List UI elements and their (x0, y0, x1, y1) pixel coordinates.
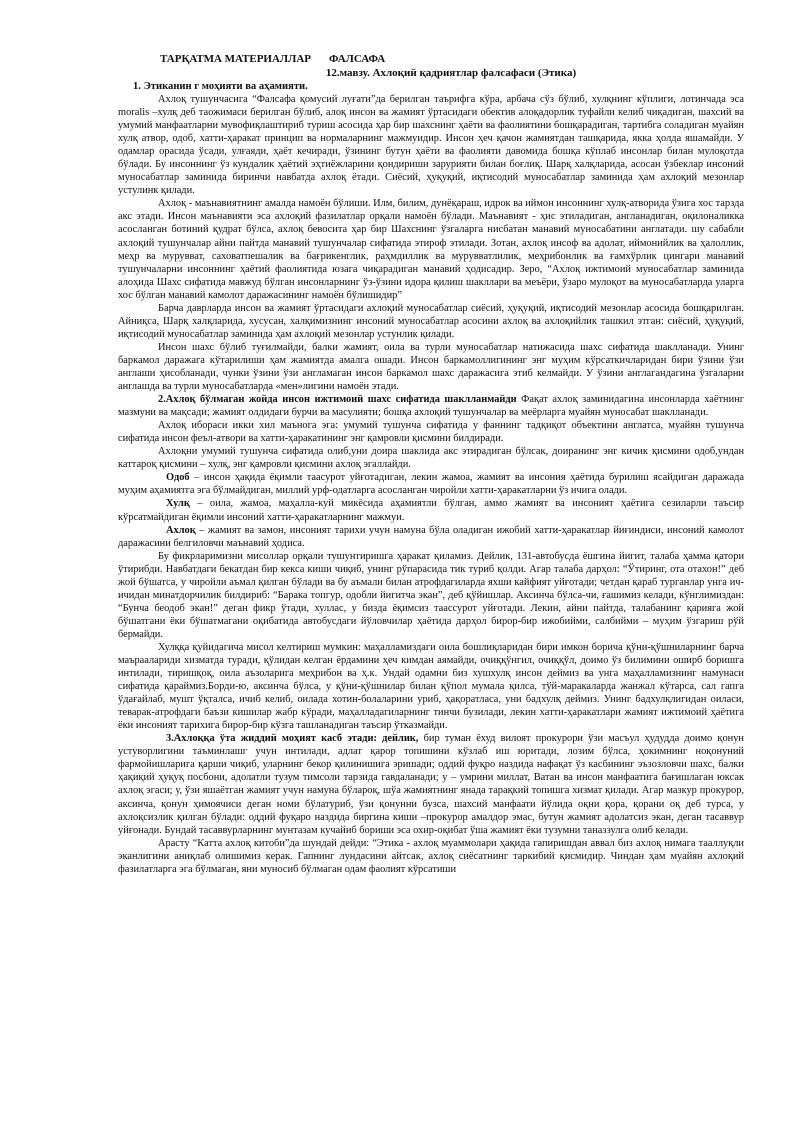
paragraph: Арасту “Катта ахлоқ китоби”да шундай дейди: “Этика - ахлоқ муаммолари ҳақида гапиришдан аввал биз ахлоқ нимага тааллуқли эканлигини аниқлаб олишимиз керак. Гапнинг лундасини айтсак, ахлоқ сиёсатнинг таркибий қисмидир. Чиндан ҳам муайян ахлоқий фазилатларга эга бўлмаган, яни муносиб бўлмаган одам фаолият кўрсатиши (118, 837, 744, 875)
section-heading-2: 2.Ахлоқ бўлмаган жойда инсон ижтимоий шахс сифатида шаклланмайди (158, 394, 517, 406)
subject-label: ФАЛСАФА (328, 53, 386, 65)
paragraph-text: бир туман ёхуд вилоят прокурори ўзи масъул ҳудудда доимо қонун устуворлигини таъминлашг учун интилади, адлат қарор топишини кўзлаб иш юритади, лозим бўлса, ҳокимнинг ноқонуний фармойишларига қарши чиқиб, уларнинг бекор қилинишига эришади; оддий фуқро наздида нафақат ўз касбининг эъзозловчи шахс, балки ҳақиқий ҳуқуқ посбони, адолатли тузум тимсоли тарзида гавдаланади; у – умрини миллат, Ватан ва инсон манфаатига бағишлаган юксак ахлоқ эгаси; у, ўзи яшаётган жамият учун намуна бўлароқ, шўа жамиятнинг янада тарақкий топишга хизмат қилади. Агар мазкур прокурор, аксинча, қонун ҳимоячиси деган номи бўлатуриб, ўзи қонунни бузса, шахсий манфаати йўлида оқни қора, қорани оқ деб турса, у ахлоқсизлик қилган бўлади: оддий фуқаро наздида биргина киши –прокурор амалдор эмас, бутун жамият адолатсиз экан, деган тасаввур уйғонади. Бундай тасаввурларнинг мунтазам кучайиб бориши эса охир-оқибат ўша жамият ёки тузумни таназзулга олиб келади. (118, 733, 744, 836)
definition-text: – жамият ва замон, инсоният тарихи учун намуна бўла оладиган ижобий хатти-ҳаракатлар йиғиндиси, инсоний камолот даражасини белгиловчи маънавий ҳодиса. (118, 524, 744, 549)
topic-title: 12.мавзу. Ахлоқий қадриятлар фалсафаси (Этика) (325, 67, 577, 79)
definition-paragraph (118, 471, 744, 497)
paragraph: Ахлоқ ибораси икки хил маънога эга: умумий тушунча сифатида у фаннинг тадқиқот объектини англатса, муайян тушунча сифатида инсон феъл-атвори ва хатти-ҳаракатининг энг қамровли қисмини билдиради. (118, 420, 744, 445)
section-heading-1: 1. Этиканин г моҳияти ва аҳамияти. (133, 81, 308, 92)
definition-paragraph (118, 524, 744, 550)
paragraph: Хулққа қуйидагича мисол келтириш мумкин: маҳалламиздаги оила бошлиқларидан бири имкон борича қўни-қўшниларнинг барча маъраалариди хизматда туради, қўлидан келган ёрдамини ҳеч кимдан аямайди, очиққўнгил, очиққўл, доимо ўз билимини оширб боришга интилади, тиришқоқ, оила аъзоларига меҳрибон ва ҳ.к. Ундай одамни биз хушхулқ инсон деймиз ва унга маҳалламизнинг намунаси сифатида қараймиз.Борди-ю, аксинча бўлса, у қўни-қўшнилар билан қўпол мумала қилса, тўй-маракаларда жанжал кўтарса, сал гапга ўдағайлаб, мушт ўқталса, ичиб келиб, оилада хотин-болаларини уриб, ҳақоратласа, уни бадхулқ деймиз. Унинг бадхулқлигидан оиласи, теварак-атрофдаги баъзи кишилар жабр кўради, маҳалладагиларнинг тинчи бузилади, лекин хатти-ҳаракатлари жамият ижтимоий ҳаётига ёки инсоният тарихига бирор-бир кўзга ташланадиган таъсир ўтказмайди. (118, 641, 744, 732)
paragraph (118, 732, 744, 836)
paragraph: Ахлоқ тушунчасига “Фалсафа қомусий луғати”да берилган таърифга кўра, арбача сўз бўлиб, хулқнинг кўплиги, лотинчада эса moralis –хулқ деб таожимаси берилган бўлиб, алоқ инсон ва жамият ўртасидаги обектив алоқадорлик туфайли келиб чиқадиган, шахсий ва умумий манфаатларни мувофиқлаштириб туриш асосида ҳар бир шахснинг ҳаёти ва фаолиятини бошқарадиган, тартибга соладиган муайян хулқ атвор, одоб, хатти-ҳаракат принцип ва нормаларнинг мажмуидир. Инсон ҳеч қачон жамиятдан ташқарида, якка ҳолда яшамайди. У одамлар орасида ўсади, улғаяди, ҳаёт кечиради, ўзининг бутун ҳаёти ва фаолияти давомида бошқа кўплаб инсонлар билан мулоқотда бўлади. Бу инсоннинг ўз кундалик ҳаётий эҳтиёжларини қондириши зарурияти билан боғлиқ. Шарқ халқларида, асосан ўзбеклар инсоний муносабатлар заминида биринчи навбатда ахлоқ ётади. Сиёсий, ҳуқуқий, иқтисодий муносабатлар заминида ҳам ахлоқий мезонлар устулинк қилади. (118, 94, 744, 197)
definition-text: – оила, жамоа, маҳалла-куй микёсида аҳамиятли бўлган, аммо жамият ва инсоният ҳаётига сезиларли таъсир кўрсатмайдиган ёқимли инсоний хатти-ҳаракатларнинг мажмуи. (118, 498, 744, 523)
paragraph (118, 393, 744, 419)
material-label: ТАРҚАТМА МАТЕРИАЛЛАР (160, 53, 311, 65)
paragraph: Ахлоқни умумий тушунча сифатида олиб,уни доира шаклида акс этирадиган бўлсак, доиранинг энг кичик қисмини одоб,ундан каттароқ қисмини – хулқ, энг қамровли қисмини ахлоқ эгаллайди. (118, 446, 744, 471)
paragraph: Ахлоқ - маънавиятнинг амалда намоён бўлиши. Илм, билим, дунёқараш, идрок ва иймон инсоннинг хулқ-атворида ўзига хос тарзда акс этади. Инсон маънавияти эса ахлоқий фазилатлар орқали намоён бўлади. Маънавият - ҳис этиладиган, англанадиган, оқилоналикка асосланган ботиний қудрат бўлса, ахлоқ бевосита ҳар бир Шахснинг ўзгаларга нисбатан манавий муносабатини англатади. шу сабабли ахлоқий тушунчалар айни пайтда манавий тушунчалар сифатида этироф этилади. Зотан, ахлоқ инсоф ва адолат, иймонийлик ва ҳалоллик, меҳр ва мурувват, саховатпешалик ва бағрикенглик, раҳмдиллик ва мурувватлилик, меҳрибонлик ва ғамхўрлик цингари манавий тушунчаларни инсоннинг ҳаётий фаолиятида юзага чиқарадиган манавий ҳодисадир. Зеро, “Ахлоқ ижтимоий муносабатлар заминида алоҳида Шахс сифатида мавжуд бўлган инсонларнинг ўз-ўзини идора қилиш шакллари ва меъёри, ўзаро мулоқот ва муносабатларда уларга хос бўлган манавий камолот даражасининг намоён бўлишидир” (118, 198, 744, 301)
definition-text: – инсон ҳақида ёқимли таасурот уйғотадиган, лекин жамоа, жамият ва инсония ҳаётида бурилиш ясайдиган даражада муҳим аҳамиятга эга бўлмайдиган, миллий урф-одатларга асосланган чиройли хатти-ҳаракатларни ўз ичига олади. (118, 472, 744, 497)
document-header (160, 52, 744, 66)
paragraph: Бу фикрларимизни мисоллар орқали тушунтиришга ҳаракат қиламиз. Дейлик, 131-автобусда ёшгина йигит, талаба ҳамма қатори ўтирибди. Навбатдаги бекатдан бир кекса киши чиқиб, унинг рўпарасида тик туриб қолди. Агар талаба дарҳол: “Ўтиринг, ота отахон!” деб жой бўшатса, у чиройли аъмал қилган бўлади ва бу аъмали билан атрофдагиларда яхши кайфият уйғотади; четдан қараб турганлар унга ич-ичидан минатдорчилик билдириб: “Барака топгур, одобли йигитча экан”, деб қўйишлар. Аксинча бўлса-чи, ғашимиз келади, кўнглимиздан: “Бунча беодоб экан!” деган фикр ўтади, хуллас, у бизда ёқимсиз таассурот уйғотади. Лекин, айни пайтда, талабанинг қарияга жой бўшатгани ёки бўшатмагани оқибатида автобусдаги йўловчилар ҳаётида дарҳол бирор-бир ижобийми, салбийми – муҳим ўзгариш рўй бермайди. (118, 550, 744, 640)
paragraph: Инсон шахс бўлиб туғилмайди, балки жамият, оила ва турли муносабатлар натижасида шахс сифатида шаклланади. Унинг баркамол даражага кўтарилиши ҳам жамиятда амалга ошади. Инсон баркамоллигининг энг муҳим кўрсаткичларидан бири ўзини ўзи англаши ҳисобланади, чунки ўзини ўзи англамаган инсон баркамол шахс даражасига этиб келмайди. У ўзини англагандагина ўзгаларни англашда ва турли муносабатларда «мен»лигини намоён этади. (118, 341, 744, 393)
term-ahloq: Ахлоқ (166, 524, 196, 536)
definition-paragraph (118, 497, 744, 523)
term-hulq: Хулқ (166, 498, 190, 510)
term-odob: Одоб (166, 472, 190, 484)
paragraph: Барча даврларда инсон ва жамият ўртасидаги ахлоқий муносабатлар сиёсий, ҳуқуқий, иқтисодий мезонлар асосида бошқарилган. Айниқса, Шарқ халқларида, хусусан, халқимизнинг инсоний муносабатлар асосини ахлоқ ва ахлоқийлик ташкил этган: сиёсий, ҳуқуқий, иқтисодий муносабатлар заминида ҳам ахлоқий мезонлар устунлик қилади. (118, 302, 744, 340)
section-heading-3: 3.Ахлоққа ўта жиддий моҳият касб этади: дейлик, (166, 733, 419, 745)
paragraph-text: Фақат ахлоқ заминидагина инсонларда хаётнинг мазмуни ва мақсади; жамият олдидаги бурчи ва масулияти; бошқа ахлоқий тушунчалар ва меёрларга муайян муносабат шаклланади. (118, 394, 744, 419)
